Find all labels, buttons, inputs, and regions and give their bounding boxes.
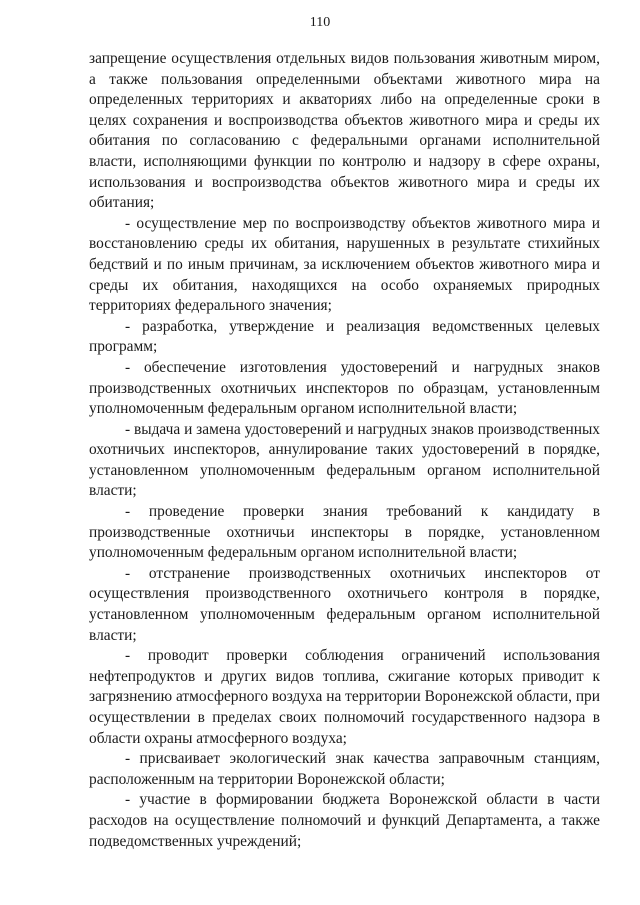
paragraph: - проводит проверки соблюдения ограничений использования нефтепродуктов и других видов топлива, сжигание которых приводит к загрязнению атмосферного воздуха на территории Воронежской области, при осуществлении в пределах своих полномочий государственного надзора в области охраны атмосферного воздуха; bbox=[89, 647, 600, 747]
paragraph: - отстранение производственных охотничьих инспекторов от осуществления производственного охотничьего контроля в порядке, установленном уполномоченным федеральным органом исполнительной власти; bbox=[89, 564, 600, 644]
body-text bbox=[89, 49, 600, 852]
paragraph: - обеспечение изготовления удостоверений и нагрудных знаков производственных охотничьих инспекторов по образцам, установленным уполномоченным федеральным органом исполнительной власти; bbox=[89, 358, 600, 418]
paragraph: - присваивает экологический знак качества заправочным станциям, расположенным на территории Воронежской области; bbox=[89, 750, 600, 788]
paragraph: - осуществление мер по воспроизводству объектов животного мира и восстановлению среды их обитания, нарушенных в результате стихийных бедствий и по иным причинам, за исключением объектов животного мира и среды их обитания, находящихся на особо охраняемых природных территориях федерального значения; bbox=[89, 214, 600, 315]
paragraph: - выдача и замена удостоверений и нагрудных знаков производственных охотничьих инспекторов, аннулирование таких удостоверений в порядке, установленном уполномоченным федеральным органом исполнительной власти; bbox=[89, 420, 600, 500]
paragraph: - проведение проверки знания требований к кандидату в производственные охотничьи инспекторы в порядке, установленном уполномоченным федеральным органом исполнительной власти; bbox=[89, 503, 600, 562]
paragraph: - разработка, утверждение и реализация ведомственных целевых программ; bbox=[89, 317, 600, 356]
page-number: 110 bbox=[309, 15, 331, 30]
paragraph: запрещение осуществления отдельных видов пользования животным миром, а также пользования определенными объектами животного мира на определенных территориях и акваториях либо на определенные сроки в целях сохранения и воспроизводства объектов животного мира и среды их обитания по согласованию с федеральными органами исполнительной власти, исполняющими функции по контролю и надзору в сфере охраны, использования и воспроизводства объектов животного мира и среды их обитания; bbox=[89, 50, 600, 212]
paragraph: - участие в формировании бюджета Воронежской области в части расходов на осуществление полномочий и функций Департамента, а также подведомственных учреждений; bbox=[89, 791, 600, 850]
